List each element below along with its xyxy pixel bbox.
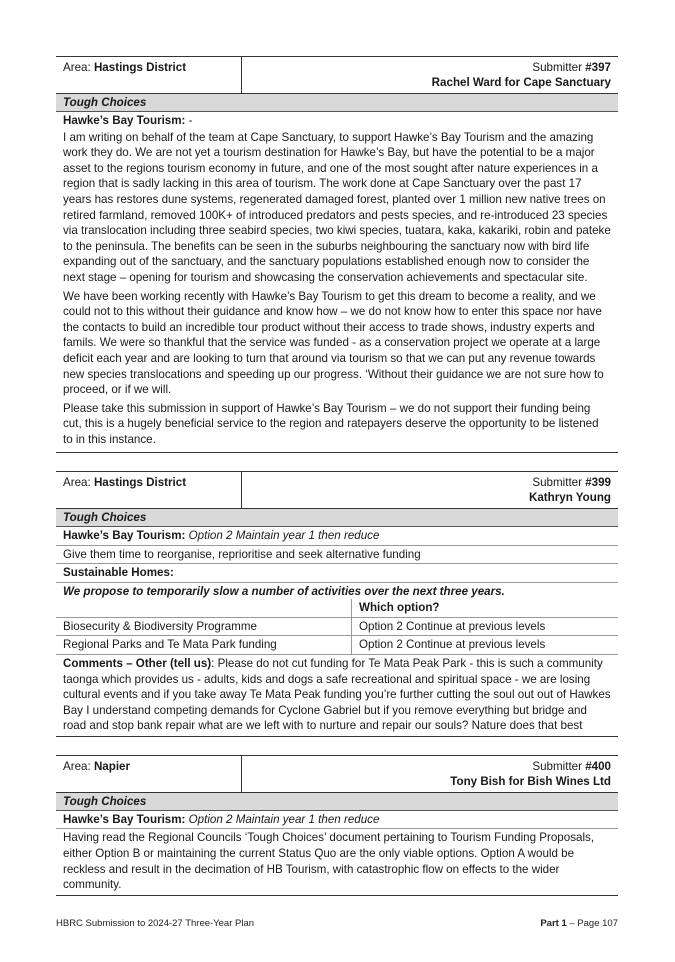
paragraph: I am writing on behalf of the team at Cape Sanctuary, to support Hawke’s Bay Tourism and the amazing work they do. We are not yet a tourism destination for Hawke’s Bay, but have the potential to be a major asset to the regions tourism economy in future, and one of the most sought after nature experiences in a region that is sadly lacking in this area of tourism. The work done at Cape Sanctuary over the past 17 years has restores dune systems, regenerated damaged forest, planted over 1 million new native trees on retired farmland, removed 100K+ of introduced predators and pests species, and re-introduced 23 species via translocation including three seabird species, two kiwi species, tuatara, kaka, kakariki, robin and pateke to the peninsula. The benefits can be seen in the suburbs neighbouring the sanctuary now with bird life expanding out of the sanctuary, and the sanctuary populations established enough now to consider the next stage – opening for tourism and showcasing the conservation achievements and spectacular site. <box>63 130 611 284</box>
submitter-name: Tony Bish for Bish Wines Ltd <box>450 774 611 788</box>
submission-header <box>56 471 618 509</box>
paragraph: Please take this submission in support of Hawke’s Bay Tourism – we do not support their funding being cut, this is a hugely beneficial service to the region and ratepayers deserve the opportunity to be listened to in this instance. <box>63 401 599 446</box>
submitter-cell <box>242 57 618 93</box>
section-heading: Tough Choices <box>56 793 618 811</box>
submission-397 <box>56 56 618 453</box>
comments <box>56 655 618 736</box>
area-cell <box>56 472 242 508</box>
area-label: Area: <box>63 759 94 773</box>
divider <box>56 895 618 896</box>
area-value: Hastings District <box>93 61 187 74</box>
submission-body <box>56 112 618 452</box>
options-table <box>56 583 618 655</box>
topic-value: Option 2 Maintain year 1 then reduce <box>185 812 380 826</box>
footer-part: Part 1 <box>540 918 567 929</box>
submission-399 <box>56 471 618 736</box>
proposal-text: We propose to temporarily slow a number of activities over the next three years. <box>63 584 505 598</box>
topic-label: Hawke’s Bay Tourism: <box>63 529 186 543</box>
submitter-number: #399 <box>585 476 611 490</box>
page-footer <box>56 918 618 929</box>
table-cell-activity: Regional Parks and Te Mata Park funding <box>56 636 351 655</box>
submitter-number: #400 <box>585 759 611 773</box>
which-option-header: Which option? <box>351 599 618 618</box>
area-cell <box>56 756 242 792</box>
table-cell-option: Option 2 Continue at previous levels <box>351 636 618 655</box>
topic-line <box>56 811 618 830</box>
submission-header <box>56 56 618 94</box>
topic-comment: Give them time to reorganise, reprioritise and seek alternative funding <box>56 546 618 565</box>
submitter-name: Rachel Ward for Cape Sanctuary <box>431 76 611 89</box>
sustainable-homes-label: Sustainable Homes: <box>56 564 618 583</box>
footer-title: HBRC Submission to 2024-27 Three-Year Plan <box>56 918 255 929</box>
submitter-label: Submitter <box>532 61 586 74</box>
topic-value: Option 2 Maintain year 1 then reduce <box>185 529 380 543</box>
submitter-label: Submitter <box>532 759 586 773</box>
submission-400 <box>56 755 618 896</box>
submitter-number: #397 <box>585 61 611 74</box>
table-header-blank <box>56 599 351 618</box>
submitter-cell <box>242 756 618 792</box>
submitter-name: Kathryn Young <box>528 491 611 505</box>
submission-header <box>56 755 618 793</box>
area-cell <box>56 57 242 93</box>
topic-label: Hawke’s Bay Tourism: <box>63 812 186 826</box>
topic-label: Hawke’s Bay Tourism: <box>63 114 186 127</box>
comments-text: : Please do not cut funding for Te Mata Peak Park - this is such a community taonga which provides us - adults, kids and dogs a safe recreational and spiritual space - we are losing cultural events and if you take away Te Mata Peak funding you’re further cutting the soul out out of Hawkes Bay I understand competing demands for Cyclone Gabriel but if you remove everything but bridge and road and stop bank repair what are we left with to nurture and repair our souls? Nature does that best <box>63 656 611 733</box>
comments-label: Comments – Other (tell us) <box>63 656 212 670</box>
document-page <box>56 56 618 896</box>
footer-page <box>540 918 618 929</box>
table-cell-activity: Biosecurity & Biodiversity Programme <box>56 618 351 637</box>
section-heading: Tough Choices <box>56 94 618 112</box>
submitter-cell <box>242 472 618 508</box>
section-heading: Tough Choices <box>56 509 618 527</box>
area-value: Napier <box>93 759 131 773</box>
topic-value: - <box>185 114 193 127</box>
paragraph: Having read the Regional Councils ‘Tough Choices’ document pertaining to Tourism Funding Proposals, either Option B or maintaining the current Status Quo are the only viable options. Option A would be reckless and result in the decimation of HB Tourism, with catastrophic flow on effects to the wider community. <box>63 831 595 892</box>
topic-line <box>56 527 618 546</box>
area-value: Hastings District <box>93 476 187 490</box>
area-label: Area: <box>63 476 94 490</box>
footer-page-number: – Page 107 <box>566 918 618 929</box>
submitter-label: Submitter <box>532 476 586 490</box>
area-label: Area: <box>63 61 94 74</box>
paragraph: We have been working recently with Hawke’s Bay Tourism to get this dream to become a reality, and we could not to this without their guidance and know how – we do not know how to enter this space nor have the contacts to build an incredible tour product without their access to trade shows, industry experts and famils. We were so thankful that the service was funded - as a conservation project we operate at a large deficit each year and are looking to turn that around via tourism so that we can put any revenue towards new species translocations and speeding up our progress. ‘Without their guidance we are not sure how to proceed, or if we will. <box>63 289 604 397</box>
table-cell-option: Option 2 Continue at previous levels <box>351 618 618 637</box>
